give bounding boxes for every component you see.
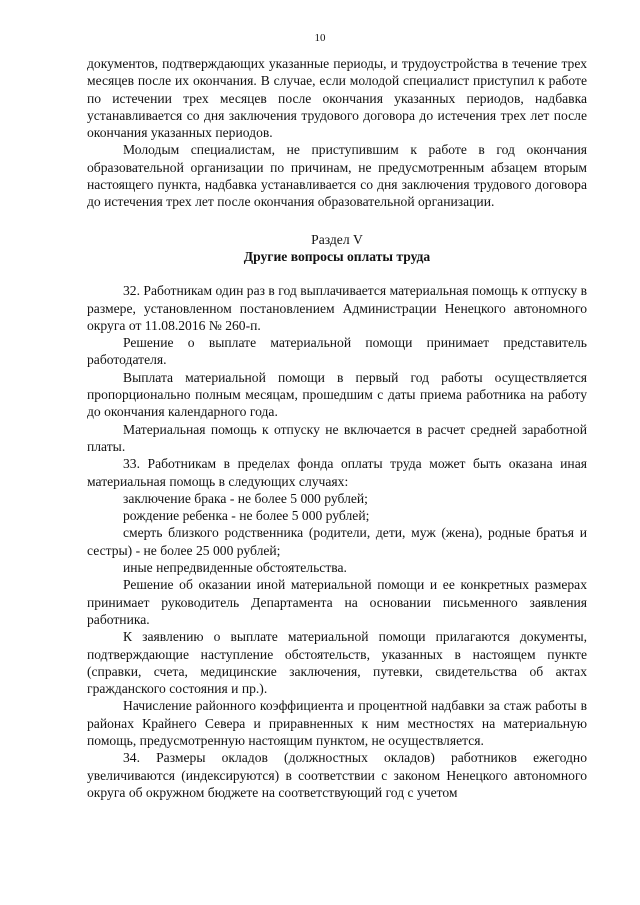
- paragraph: Начисление районного коэффициента и процентной надбавки за стаж работы в районах Крайнего Севера и приравненных к ним местностях на материальную помощь, предусмотренную настоящим пунктом, не осуществляется.: [87, 698, 587, 748]
- paragraph: Молодым специалистам, не приступившим к работе в год окончания образовательной организации по причинам, не предусмотренным абзацем вторым настоящего пункта, надбавка устанавливается со дня заключения трудового договора до истечения трех лет после окончания образовательной организации.: [87, 142, 587, 210]
- list-item: иные непредвиденные обстоятельства.: [123, 560, 347, 576]
- list-item: рождение ребенка - не более 5 000 рублей;: [123, 508, 370, 524]
- list-item: заключение брака - не более 5 000 рублей;: [123, 490, 368, 506]
- document-body: [87, 55, 587, 801]
- paragraph: Материальная помощь к отпуску не включается в расчет средней заработной платы.: [87, 421, 587, 454]
- paragraph: К заявлению о выплате материальной помощи прилагаются документы, подтверждающие наступление обстоятельств, указанных в настоящем пункте (справки, счета, медицинские заключения, путевки, свидетельства об актах гражданского состояния и пр.).: [87, 629, 587, 697]
- paragraph: Выплата материальной помощи в первый год работы осуществляется пропорционально полным месяцам, прошедшим с даты приема работника на работу до окончания календарного года.: [87, 369, 587, 420]
- list-item: смерть близкого родственника (родители, дети, муж (жена), родные братья и сестры) - не более 25 000 рублей;: [87, 525, 587, 558]
- paragraph-item-33: 33. Работникам в пределах фонда оплаты труда может быть оказана иная материальная помощь в следующих случаях:: [87, 456, 587, 489]
- section-title: Другие вопросы оплаты труда: [243, 248, 431, 264]
- paragraph-continuation: документов, подтверждающих указанные периоды, и трудоустройства в течение трех месяцев после их окончания. В случае, если молодой специалист приступил к работе по истечении трех месяцев после окончания указанных периодов, надбавка устанавливается со дня заключения трудового договора до истечения трех лет после окончания указанных периодов.: [87, 56, 587, 141]
- paragraph: Решение о выплате материальной помощи принимает представитель работодателя.: [87, 335, 587, 368]
- paragraph-item-32: 32. Работникам один раз в год выплачивается материальная помощь к отпуску в размере, установленном постановлением Администрации Ненецкого автономного округа от 11.08.2016 № 260-п.: [87, 283, 587, 333]
- paragraph-item-34: 34. Размеры окладов (должностных окладов) работников ежегодно увеличиваются (индексируются) в соответствии с законом Ненецкого автономного округа об окружном бюджете на соответствующий год с учетом: [87, 750, 587, 800]
- section-number: Раздел V: [311, 231, 363, 247]
- page-number: 10: [314, 32, 326, 44]
- paragraph: Решение об оказании иной материальной помощи и ее конкретных размерах принимает руководитель Департамента на основании письменного заявления работника.: [87, 577, 587, 627]
- section-heading: [87, 231, 587, 266]
